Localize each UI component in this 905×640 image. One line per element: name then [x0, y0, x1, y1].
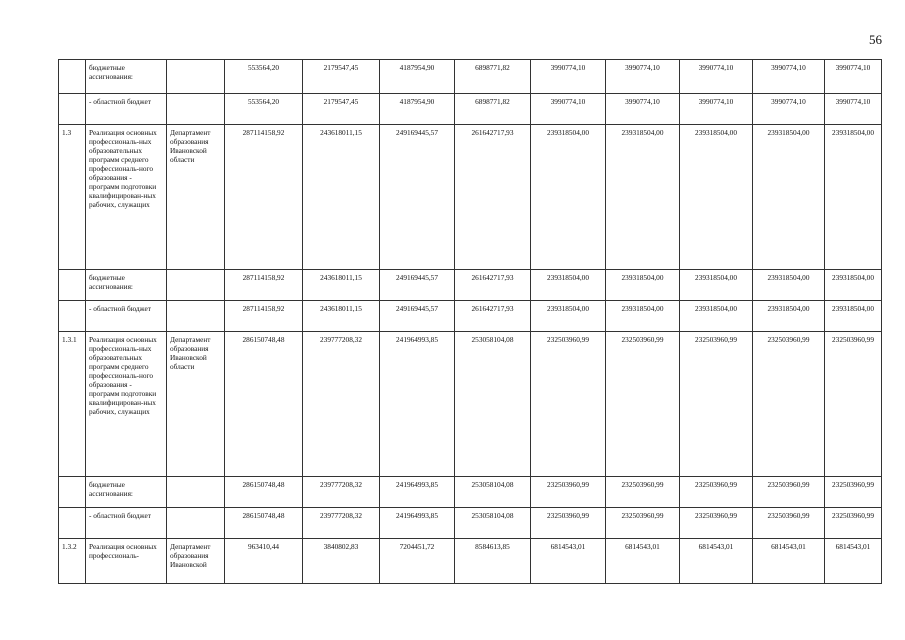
responsible-department: Департамент образования Ивановской	[167, 539, 225, 584]
amount-cell: 232503960,99	[680, 508, 753, 539]
amount-cell: 239318504,00	[606, 125, 680, 270]
amount-cell: 6898771,82	[455, 60, 531, 94]
row-index	[59, 508, 86, 539]
row-title: - областной бюджет	[86, 94, 167, 125]
amount-cell: 243618011,15	[303, 270, 380, 301]
budget-table	[58, 59, 882, 584]
amount-cell: 239318504,00	[531, 301, 606, 332]
amount-cell: 249169445,57	[380, 270, 455, 301]
row-title: - областной бюджет	[86, 508, 167, 539]
amount-cell: 253058104,08	[455, 508, 531, 539]
amount-cell: 239318504,00	[531, 125, 606, 270]
responsible-department	[167, 270, 225, 301]
amount-cell: 261642717,93	[455, 301, 531, 332]
budget-table-body	[59, 60, 882, 584]
row-title: Реализация основных профессиональ-	[86, 539, 167, 584]
table-row	[59, 477, 882, 508]
table-row	[59, 301, 882, 332]
row-index	[59, 94, 86, 125]
responsible-department: Департамент образования Ивановской области	[167, 332, 225, 477]
amount-cell: 239318504,00	[825, 125, 882, 270]
amount-cell: 253058104,08	[455, 332, 531, 477]
amount-cell: 261642717,93	[455, 270, 531, 301]
amount-cell: 239318504,00	[753, 270, 825, 301]
amount-cell: 241964993,85	[380, 477, 455, 508]
table-row	[59, 60, 882, 94]
amount-cell: 286150748,48	[225, 508, 303, 539]
table-row	[59, 332, 882, 477]
amount-cell: 239318504,00	[680, 125, 753, 270]
amount-cell: 232503960,99	[753, 477, 825, 508]
responsible-department	[167, 60, 225, 94]
table-row	[59, 270, 882, 301]
amount-cell: 239318504,00	[825, 270, 882, 301]
amount-cell: 239318504,00	[753, 125, 825, 270]
amount-cell: 232503960,99	[531, 332, 606, 477]
amount-cell: 6814543,01	[753, 539, 825, 584]
amount-cell: 3990774,10	[753, 60, 825, 94]
table-row	[59, 94, 882, 125]
responsible-department	[167, 477, 225, 508]
amount-cell: 2179547,45	[303, 60, 380, 94]
amount-cell: 287114158,92	[225, 301, 303, 332]
amount-cell: 3840802,83	[303, 539, 380, 584]
row-title: бюджетные ассигнования:	[86, 477, 167, 508]
amount-cell: 239318504,00	[680, 301, 753, 332]
amount-cell: 232503960,99	[753, 508, 825, 539]
page-number: 56	[869, 32, 882, 47]
amount-cell: 243618011,15	[303, 125, 380, 270]
responsible-department: Департамент образования Ивановской области	[167, 125, 225, 270]
amount-cell: 239318504,00	[825, 301, 882, 332]
amount-cell: 241964993,85	[380, 332, 455, 477]
amount-cell: 249169445,57	[380, 301, 455, 332]
amount-cell: 6814543,01	[825, 539, 882, 584]
amount-cell: 6814543,01	[680, 539, 753, 584]
row-title: Реализация основных профессиональ-ных образовательных программ среднего профессиональ-ного образования - программ подготовки квалифицирован-ных рабочих, служащих	[86, 125, 167, 270]
amount-cell: 239777208,32	[303, 332, 380, 477]
amount-cell: 287114158,92	[225, 270, 303, 301]
amount-cell: 3990774,10	[825, 60, 882, 94]
amount-cell: 239318504,00	[531, 270, 606, 301]
row-index	[59, 60, 86, 94]
amount-cell: 3990774,10	[753, 94, 825, 125]
amount-cell: 239318504,00	[753, 301, 825, 332]
amount-cell: 963410,44	[225, 539, 303, 584]
amount-cell: 2179547,45	[303, 94, 380, 125]
amount-cell: 8584613,85	[455, 539, 531, 584]
amount-cell: 3990774,10	[606, 94, 680, 125]
row-title: - областной бюджет	[86, 301, 167, 332]
amount-cell: 3990774,10	[531, 60, 606, 94]
amount-cell: 4187954,90	[380, 94, 455, 125]
amount-cell: 239777208,32	[303, 477, 380, 508]
amount-cell: 232503960,99	[606, 508, 680, 539]
amount-cell: 3990774,10	[680, 60, 753, 94]
amount-cell: 3990774,10	[680, 94, 753, 125]
amount-cell: 232503960,99	[531, 508, 606, 539]
row-index	[59, 270, 86, 301]
amount-cell: 232503960,99	[753, 332, 825, 477]
amount-cell: 287114158,92	[225, 125, 303, 270]
amount-cell: 286150748,48	[225, 477, 303, 508]
amount-cell: 232503960,99	[825, 332, 882, 477]
row-index: 1.3.1	[59, 332, 86, 477]
amount-cell: 232503960,99	[825, 508, 882, 539]
amount-cell: 239777208,32	[303, 508, 380, 539]
amount-cell: 241964993,85	[380, 508, 455, 539]
amount-cell: 553564,20	[225, 60, 303, 94]
amount-cell: 3990774,10	[606, 60, 680, 94]
amount-cell: 4187954,90	[380, 60, 455, 94]
responsible-department	[167, 508, 225, 539]
row-index	[59, 477, 86, 508]
amount-cell: 232503960,99	[825, 477, 882, 508]
amount-cell: 253058104,08	[455, 477, 531, 508]
amount-cell: 261642717,93	[455, 125, 531, 270]
amount-cell: 232503960,99	[680, 332, 753, 477]
row-title: Реализация основных профессиональ-ных образовательных программ среднего профессиональ-ного образования - программ подготовки квалифицирован-ных рабочих, служащих	[86, 332, 167, 477]
table-row	[59, 539, 882, 584]
amount-cell: 6898771,82	[455, 94, 531, 125]
amount-cell: 232503960,99	[606, 477, 680, 508]
row-index: 1.3	[59, 125, 86, 270]
amount-cell: 232503960,99	[680, 477, 753, 508]
row-index: 1.3.2	[59, 539, 86, 584]
row-title: бюджетные ассигнования:	[86, 270, 167, 301]
row-index	[59, 301, 86, 332]
amount-cell: 232503960,99	[531, 477, 606, 508]
amount-cell: 239318504,00	[606, 301, 680, 332]
amount-cell: 3990774,10	[825, 94, 882, 125]
amount-cell: 6814543,01	[531, 539, 606, 584]
amount-cell: 6814543,01	[606, 539, 680, 584]
table-row	[59, 508, 882, 539]
amount-cell: 286150748,48	[225, 332, 303, 477]
amount-cell: 232503960,99	[606, 332, 680, 477]
amount-cell: 7204451,72	[380, 539, 455, 584]
amount-cell: 243618011,15	[303, 301, 380, 332]
table-row	[59, 125, 882, 270]
row-title: бюджетные ассигнования:	[86, 60, 167, 94]
responsible-department	[167, 301, 225, 332]
responsible-department	[167, 94, 225, 125]
amount-cell: 239318504,00	[680, 270, 753, 301]
amount-cell: 239318504,00	[606, 270, 680, 301]
amount-cell: 249169445,57	[380, 125, 455, 270]
amount-cell: 3990774,10	[531, 94, 606, 125]
amount-cell: 553564,20	[225, 94, 303, 125]
